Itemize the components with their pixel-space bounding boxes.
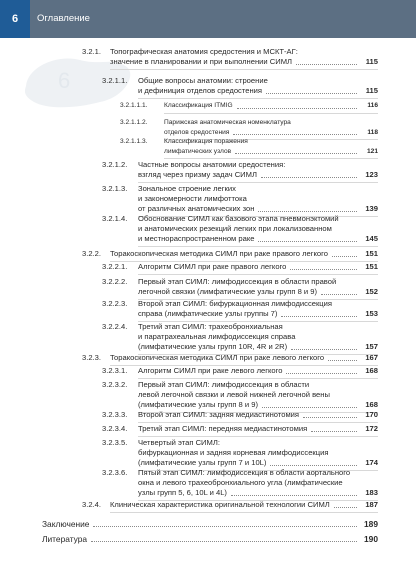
toc-entry-number: 3.2.2. bbox=[82, 249, 101, 258]
toc-entry-title-line: Литература bbox=[42, 534, 88, 544]
toc-entry-number: 3.2.1.3. bbox=[102, 184, 128, 193]
toc-entry-title-line: Обоснование СИМЛ как базового этапа пневмонэктомий bbox=[138, 214, 339, 223]
toc-entry-page: 118 bbox=[367, 128, 378, 136]
dot-leader bbox=[235, 153, 357, 154]
dot-leader bbox=[328, 360, 357, 361]
toc-entry-title-line: и дефиниция отделов средостения bbox=[138, 86, 263, 95]
dot-leader bbox=[91, 541, 357, 542]
toc-entry-title-line: (лимфатические узлы групп 7 и 10L) bbox=[138, 458, 267, 467]
toc-entry-page: 116 bbox=[367, 102, 378, 109]
entry-separator bbox=[110, 512, 378, 513]
toc-entry-page: 151 bbox=[365, 249, 378, 258]
toc-entry-page: 170 bbox=[365, 410, 378, 419]
toc-entry-title-line: Классификация поражения bbox=[164, 138, 248, 145]
toc-entry-title-line: Пятый этап СИМЛ: лимфодиссекция в области аортального bbox=[138, 468, 351, 477]
toc-entry-title-line: Третий этап СИМЛ: передняя медиастинотомия bbox=[138, 424, 308, 433]
toc-entry-page: 167 bbox=[365, 353, 378, 362]
toc-entry-title-line: Второй этап СИМЛ: задняя медиастинотомия bbox=[138, 410, 300, 419]
toc-entry-title-line: узлы групп 5, 6, 10L и 4L) bbox=[138, 488, 227, 497]
dot-leader bbox=[233, 134, 357, 135]
toc-entry-number: 3.2.3.5. bbox=[102, 438, 128, 447]
toc-entry-title-line: Общие вопросы анатомии: строение bbox=[138, 76, 268, 85]
toc-entry-page: 183 bbox=[365, 488, 378, 497]
dot-leader bbox=[261, 177, 357, 178]
toc-entry[interactable] bbox=[102, 184, 378, 214]
entry-separator bbox=[110, 69, 378, 70]
toc-entry-title-line: справа (лимфатические узлы группы 7) bbox=[138, 309, 278, 318]
toc-entry[interactable] bbox=[42, 519, 378, 529]
toc-entry-title-line: и местнораспространенном раке bbox=[138, 234, 255, 243]
toc-entry-page: 152 bbox=[365, 287, 378, 296]
toc-entry[interactable] bbox=[102, 277, 378, 297]
toc-entry-page: 187 bbox=[365, 500, 378, 509]
entry-separator bbox=[138, 422, 378, 423]
toc-entry-number: 3.2.1.1. bbox=[102, 76, 128, 85]
toc-entry-number: 3.2.2.3. bbox=[102, 299, 128, 308]
toc-entry-page: 115 bbox=[365, 86, 378, 95]
toc-entry-page: 174 bbox=[365, 458, 378, 467]
toc-entry-title-line: Второй этап СИМЛ: бифуркационная лимфодиссекция bbox=[138, 299, 333, 308]
toc-entry[interactable] bbox=[102, 214, 378, 244]
toc-entry[interactable] bbox=[120, 137, 378, 156]
toc-entry-number: 3.2.1.2. bbox=[102, 160, 128, 169]
dot-leader bbox=[258, 241, 357, 242]
toc-entry-page: 115 bbox=[365, 57, 378, 66]
toc-entry[interactable] bbox=[82, 353, 378, 363]
entry-separator bbox=[164, 113, 378, 114]
toc-entry[interactable] bbox=[120, 101, 378, 111]
toc-entry-title-line: от различных анатомических зон bbox=[138, 204, 255, 213]
toc-entry-title-line: Частные вопросы анатомии средостения: bbox=[138, 160, 286, 169]
toc-entry-page: 145 bbox=[365, 234, 378, 243]
toc-entry[interactable] bbox=[102, 380, 378, 410]
toc-entry-number: 3.2.3. bbox=[82, 353, 101, 362]
toc-entry-title-line: отделов средостения bbox=[164, 128, 230, 136]
toc-entry-number: 3.2.3.6. bbox=[102, 468, 128, 477]
toc-entry-title-line: Первый этап СИМЛ: лимфодиссекция в области правой bbox=[138, 277, 337, 286]
dot-leader bbox=[237, 108, 357, 109]
dot-leader bbox=[231, 495, 357, 496]
toc-entry-page: 121 bbox=[366, 147, 378, 155]
toc-entry[interactable] bbox=[102, 322, 378, 352]
toc-entry[interactable] bbox=[102, 366, 378, 376]
toc-entry-title-line: Торакоскопическая методика СИМЛ при раке правого легкого bbox=[110, 249, 328, 258]
toc-entry-number: 3.2.1. bbox=[82, 47, 101, 56]
entry-separator bbox=[138, 436, 378, 437]
entry-separator bbox=[164, 158, 378, 159]
dot-leader bbox=[286, 373, 357, 374]
toc-entry[interactable] bbox=[102, 424, 378, 434]
toc-entry-page: 172 bbox=[365, 424, 378, 433]
dot-leader bbox=[281, 316, 357, 317]
toc-entry-number: 3.2.3.1. bbox=[102, 366, 128, 375]
dot-leader bbox=[270, 465, 357, 466]
svg-text:6: 6 bbox=[58, 68, 71, 93]
toc-entry[interactable] bbox=[102, 76, 378, 96]
toc-entry-number: 3.2.3.2. bbox=[102, 380, 128, 389]
toc-entry-number: 3.2.2.2. bbox=[102, 277, 128, 286]
toc-entry-page: 168 bbox=[365, 366, 378, 375]
toc-entry-title-line: (лимфатические узлы групп 10R, 4R и 2R) bbox=[138, 342, 288, 351]
toc-entry-page: 157 bbox=[365, 342, 378, 351]
toc-entry-number: 3.2.1.1.2. bbox=[120, 119, 148, 126]
dot-leader bbox=[290, 269, 357, 270]
toc-entry-title-line: Топографическая анатомия средостения и МСКТ-АГ: bbox=[110, 47, 298, 56]
toc-entry-title-line: окна и левого трахеобронхиального угла (лимфатические bbox=[138, 478, 343, 487]
toc-entry-title-line: Зональное строение легких bbox=[138, 184, 236, 193]
dot-leader bbox=[311, 431, 357, 432]
toc-entry-page: 139 bbox=[365, 204, 378, 213]
toc-entry-title-line: Первый этап СИМЛ: лимфодиссекция в области bbox=[138, 380, 310, 389]
toc-entry-title-line: легочной связки (лимфатические узлы групп 8 и 9) bbox=[138, 287, 318, 296]
toc-entry-number: 3.2.2.4. bbox=[102, 322, 128, 331]
toc-entry-title-line: и закономерности лимфоттока bbox=[138, 194, 247, 203]
toc-entry[interactable] bbox=[82, 249, 378, 259]
dot-leader bbox=[262, 407, 357, 408]
toc-entry-title-line: Клиническая характеристика оригинальной технологии СИМЛ bbox=[110, 500, 330, 509]
dot-leader bbox=[296, 64, 357, 65]
toc-entry-title-line: Классификация ITMIG bbox=[164, 102, 233, 109]
toc-entry-title-line: значение в планировании и при выполнении СИМЛ bbox=[110, 57, 293, 66]
toc-entry[interactable] bbox=[120, 118, 378, 137]
toc-entry[interactable] bbox=[102, 410, 378, 420]
dot-leader bbox=[334, 507, 357, 508]
toc-entry[interactable] bbox=[102, 468, 378, 498]
toc-entry-number: 3.2.3.3. bbox=[102, 410, 128, 419]
toc-entry-page: 153 bbox=[365, 309, 378, 318]
toc-entry[interactable] bbox=[102, 299, 378, 319]
toc-entry-page: 151 bbox=[365, 262, 378, 271]
toc-entry[interactable] bbox=[82, 47, 378, 67]
dot-leader bbox=[93, 526, 357, 527]
entry-separator bbox=[138, 182, 378, 183]
entry-separator bbox=[138, 274, 378, 275]
toc-entry-title-line: и паратрахеальная лимфодиссекция справа bbox=[138, 332, 296, 341]
toc-entry-page: 123 bbox=[365, 170, 378, 179]
toc-entry-title-line: Алгоритм СИМЛ при раке правого легкого bbox=[138, 262, 287, 271]
toc-entry-title-line: Парижская анатомическая номенклатура bbox=[164, 119, 291, 126]
toc-entry[interactable] bbox=[82, 500, 378, 510]
toc-entry-number: 3.2.2.1. bbox=[102, 262, 128, 271]
toc-entry-number: 3.2.4. bbox=[82, 500, 101, 509]
toc-entry-title-line: Заключение bbox=[42, 519, 90, 529]
running-head: Оглавление bbox=[37, 13, 90, 24]
dot-leader bbox=[321, 294, 357, 295]
toc-entry-title-line: лимфатических узлов bbox=[164, 147, 232, 155]
toc-entry-number: 3.2.3.4. bbox=[102, 424, 128, 433]
toc-entry-number: 3.2.1.4. bbox=[102, 214, 128, 223]
toc-entry-page: 189 bbox=[364, 519, 378, 529]
toc-entry[interactable] bbox=[42, 534, 378, 544]
toc-entry-title-line: и анатомических резекций легких при локализованном bbox=[138, 224, 332, 233]
page-number: 6 bbox=[11, 13, 19, 25]
toc-entry-title-line: левой легочной связки и левой нижней легочной вены bbox=[138, 390, 330, 399]
toc-entry-title-line: взгляд через призму задач СИМЛ bbox=[138, 170, 257, 179]
dot-leader bbox=[291, 349, 357, 350]
toc-entry-title-line: Третий этап СИМЛ: трахеобронхиальная bbox=[138, 322, 283, 331]
toc-entry[interactable] bbox=[102, 438, 378, 468]
toc-entry-title-line: Торакоскопическая методика СИМЛ при раке левого легкого bbox=[110, 353, 325, 362]
toc-entry-page: 168 bbox=[365, 400, 378, 409]
toc-entry-number: 3.2.1.1.3. bbox=[120, 138, 148, 145]
toc-entry[interactable] bbox=[102, 262, 378, 272]
toc-entry-title-line: (лимфатические узлы групп 8 и 9) bbox=[138, 400, 258, 409]
entry-separator bbox=[138, 378, 378, 379]
toc-entry-page: 190 bbox=[364, 534, 378, 544]
entry-separator bbox=[138, 246, 378, 247]
dot-leader bbox=[332, 256, 357, 257]
toc-entry-title-line: бифуркационная и задняя корневая лимфодиссекция bbox=[138, 448, 329, 457]
entry-separator bbox=[138, 98, 378, 99]
dot-leader bbox=[266, 93, 357, 94]
toc-entry-number: 3.2.1.1.1. bbox=[120, 102, 148, 109]
dot-leader bbox=[303, 417, 357, 418]
toc-entry[interactable] bbox=[102, 160, 378, 180]
toc-entry-title-line: Алгоритм СИМЛ при раке левого легкого bbox=[138, 366, 283, 375]
dot-leader bbox=[258, 211, 357, 212]
toc-entry-title-line: Четвертый этап СИМЛ: bbox=[138, 438, 220, 447]
